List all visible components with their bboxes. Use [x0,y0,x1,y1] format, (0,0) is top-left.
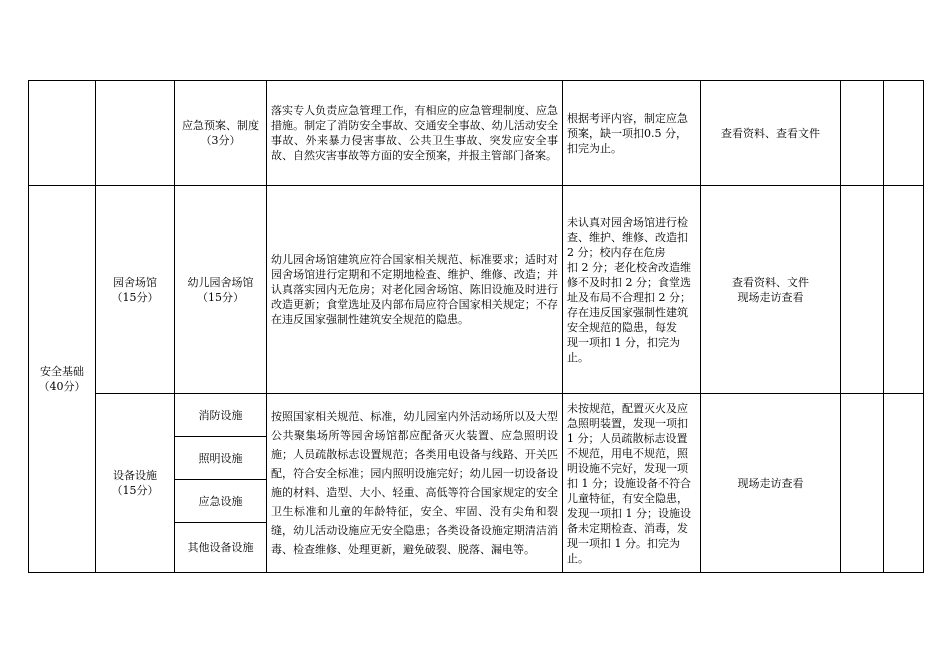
table-row-facilities [29,394,924,437]
table-row-buildings [29,186,924,394]
score-cell [841,81,884,186]
item-cell: 应急预案、制度 （3分） [175,81,267,186]
category-cell: 园舍场馆 （15分） [96,186,175,394]
requirement-cell: 落实专人负责应急管理工作，有相应的应急管理制度、应急措施。制定了消防安全事故、交通安全事故、幼儿活动安全事故、外来暴力侵害事故、公共卫生事故、突发应安全事故、自然灾害事故等方面的安全预案，并报主管部门备案。 [267,81,563,186]
assessment-table [28,80,924,573]
score-cell [841,186,884,394]
method-cell: 现场走访查看 [701,394,841,573]
item-cell-fire: 消防设施 [175,394,267,437]
category-cell-top [96,81,175,186]
method-cell: 查看资料、文件 现场走访查看 [701,186,841,394]
requirement-cell: 幼儿园舍场馆建筑应符合国家相关规范、标准要求；适时对园舍场馆进行定期和不定期地检查、维护、维修、改造；并认真落实园内无危房；对老化园舍场馆、陈旧设施及时进行改造更新；食堂选址及内部布局应符合国家相关规定；不存在违反国家强制性建筑安全规范的隐患。 [267,186,563,394]
item-cell-lighting: 照明设施 [175,437,267,480]
table-row-emergency [29,81,924,186]
remark-cell [884,394,924,573]
remark-cell [884,186,924,394]
score-cell [841,394,884,573]
section-cell: 安全基础 （40分） [29,186,96,573]
criteria-cell: 根据考评内容，制定应急 预案，缺一项扣0.5 分，扣完为止。 [563,81,701,186]
item-cell-emergency: 应急设施 [175,480,267,523]
item-cell-other: 其他设备设施 [175,523,267,573]
method-cell: 查看资料、查看文件 [701,81,841,186]
criteria-cell: 未按规范，配置灭火及应急照明装置，发现一项扣 1 分；人员疏散标志设置不规范，用电不规范，照明设施不完好，发现一项扣 1 分；设施设备不符合儿童特征，有安全隐患，发现一项扣 1 分；设施设备未定期检查、消毒，发现一项扣 1 分。扣完为止。 [563,394,701,573]
category-cell: 设备设施 （15分） [96,394,175,573]
item-cell: 幼儿园舍场馆 （15分） [175,186,267,394]
section-cell-top [29,81,96,186]
remark-cell [884,81,924,186]
requirement-cell: 按照国家相关规范、标准，幼儿园室内外活动场所以及大型公共聚集场所等园舍场馆都应配备灭火装置、应急照明设施；人员疏散标志设置规范；各类用电设备与线路、开关匹配，符合安全标准；园内照明设施完好；幼儿园一切设备设施的材料、造型、大小、轻重、高低等符合国家规定的安全卫生标准和儿童的年龄特征，安全、牢固、没有尖角和裂缝，幼儿活动设施应无安全隐患；各类设备设施定期清洁消毒、检查维修、处理更新，避免破裂、脱落、漏电等。 [267,394,563,573]
criteria-cell: 未认真对园舍场馆进行检查、维护、维修、改造扣 2 分；校内存在危房 扣 2 分；老化校舍改造维 修不及时扣 2 分；食堂选 址及布局不合理扣 2 分； 存在违反国家强制性建筑安全规范的隐患，每发 现一项扣 1 分，扣完为止。 [563,186,701,394]
